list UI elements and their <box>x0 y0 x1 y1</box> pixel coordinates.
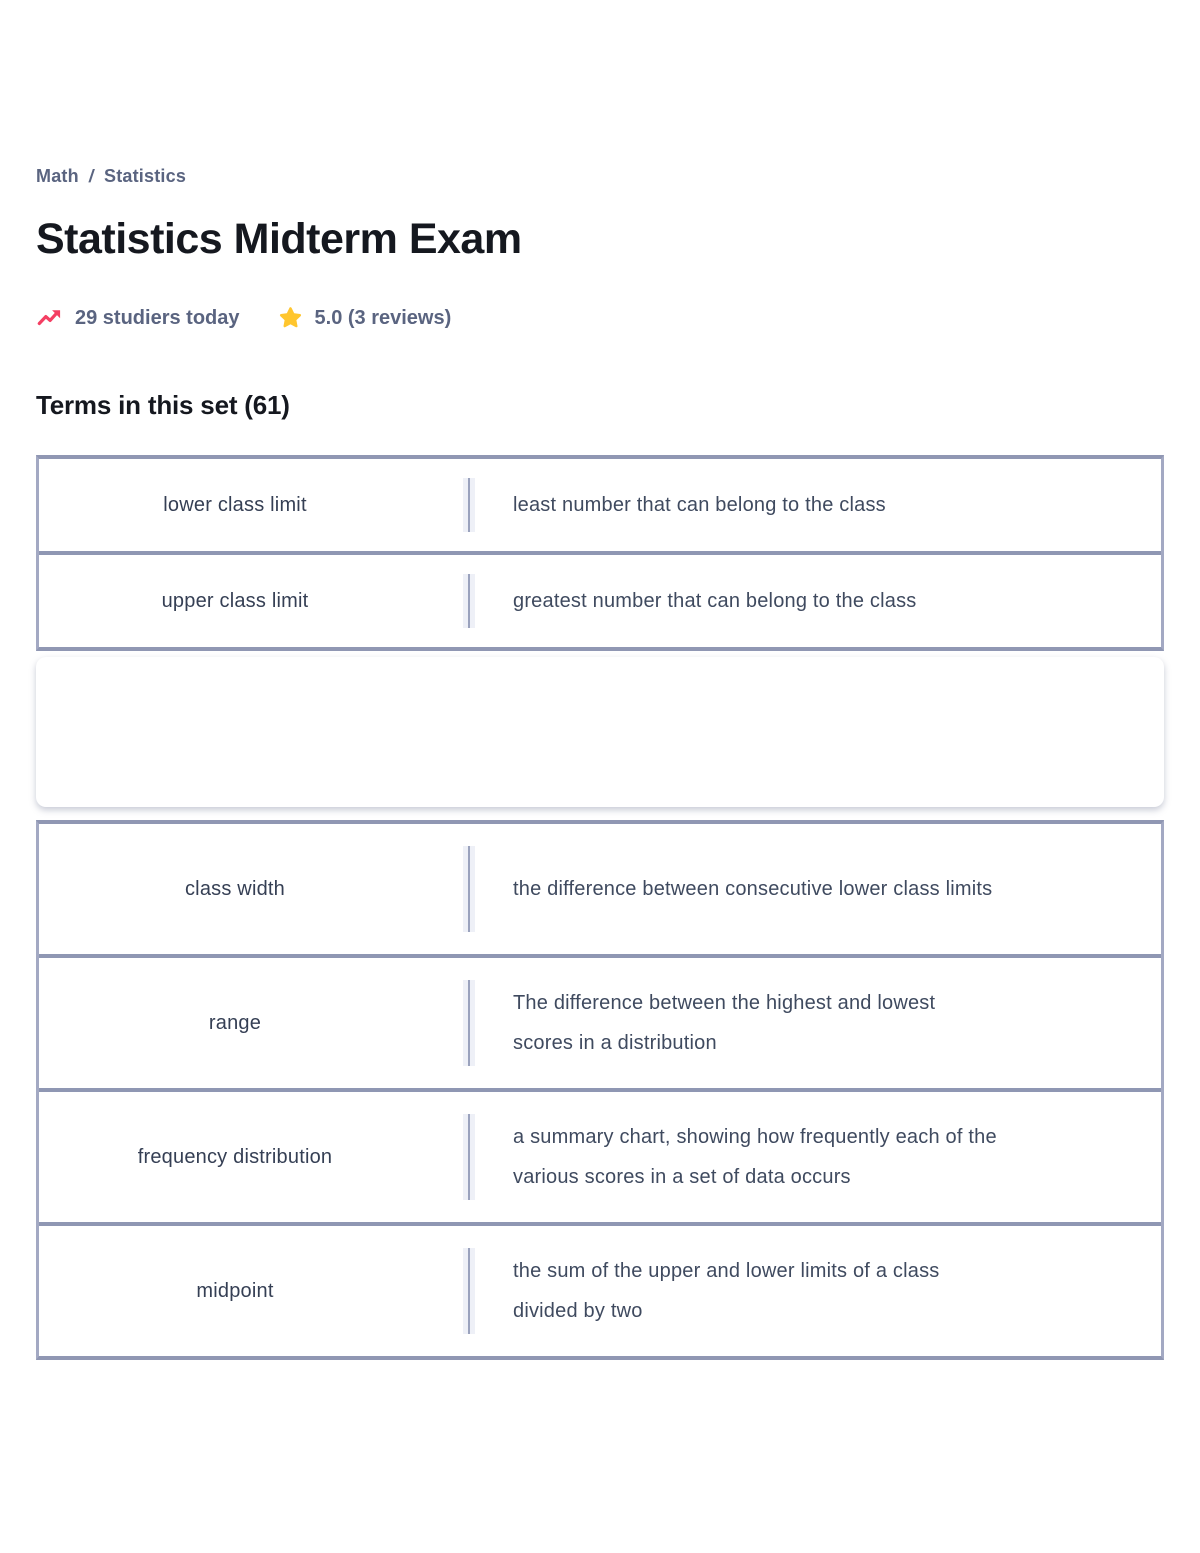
blank-placeholder-card <box>36 657 1164 807</box>
terms-section-heading: Terms in this set (61) <box>36 390 290 421</box>
definition-cell <box>475 855 1161 923</box>
trending-up-icon <box>36 306 63 330</box>
term-text: frequency distribution <box>137 1145 333 1168</box>
term-definition-divider <box>463 980 475 1066</box>
term-row <box>39 551 1161 647</box>
rating-label: 5.0 (3 reviews) <box>314 306 452 329</box>
breadcrumb-link-math[interactable]: Math <box>36 166 79 186</box>
definition-cell <box>475 1237 1161 1345</box>
term-definition-divider <box>463 574 475 628</box>
breadcrumb-link-statistics[interactable]: Statistics <box>104 166 187 186</box>
definition-cell <box>475 969 1161 1077</box>
term-definition-divider <box>463 846 475 932</box>
terms-card-group-1 <box>36 455 1164 651</box>
definition-cell <box>475 471 1161 539</box>
definition-cell <box>475 567 1161 635</box>
definition-text: The difference between the highest and lowest scores in a distribution <box>513 992 936 1055</box>
definition-text: a summary chart, showing how frequently each of the various scores in a set of data occurs <box>513 1126 997 1189</box>
term-text: midpoint <box>196 1279 274 1302</box>
star-icon <box>278 306 303 330</box>
term-row <box>39 1088 1161 1222</box>
breadcrumb-separator: / <box>87 166 96 186</box>
term-definition-divider <box>463 1114 475 1200</box>
definition-text: greatest number that can belong to the class <box>513 590 917 613</box>
term-row <box>39 459 1161 551</box>
term-row <box>39 824 1161 954</box>
rating-stat <box>278 306 452 330</box>
definition-cell <box>475 1103 1161 1211</box>
term-row <box>39 954 1161 1088</box>
term-text: lower class limit <box>163 493 307 516</box>
page-title: Statistics Midterm Exam <box>36 215 522 263</box>
studiers-count-label: 29 studiers today <box>75 306 240 329</box>
terms-card-group-2 <box>36 820 1164 1360</box>
term-text: range <box>208 1011 262 1034</box>
definition-text: least number that can belong to the class <box>513 494 886 517</box>
term-row <box>39 1222 1161 1356</box>
term-text: class width <box>184 877 285 900</box>
term-text: upper class limit <box>161 589 309 612</box>
studiers-stat <box>36 306 240 330</box>
breadcrumb <box>36 166 1164 187</box>
term-definition-divider <box>463 1248 475 1334</box>
set-stats <box>36 306 1164 330</box>
definition-text: the difference between consecutive lower class limits <box>513 878 993 901</box>
definition-text: the sum of the upper and lower limits of a class divided by two <box>513 1260 940 1323</box>
term-definition-divider <box>463 478 475 532</box>
